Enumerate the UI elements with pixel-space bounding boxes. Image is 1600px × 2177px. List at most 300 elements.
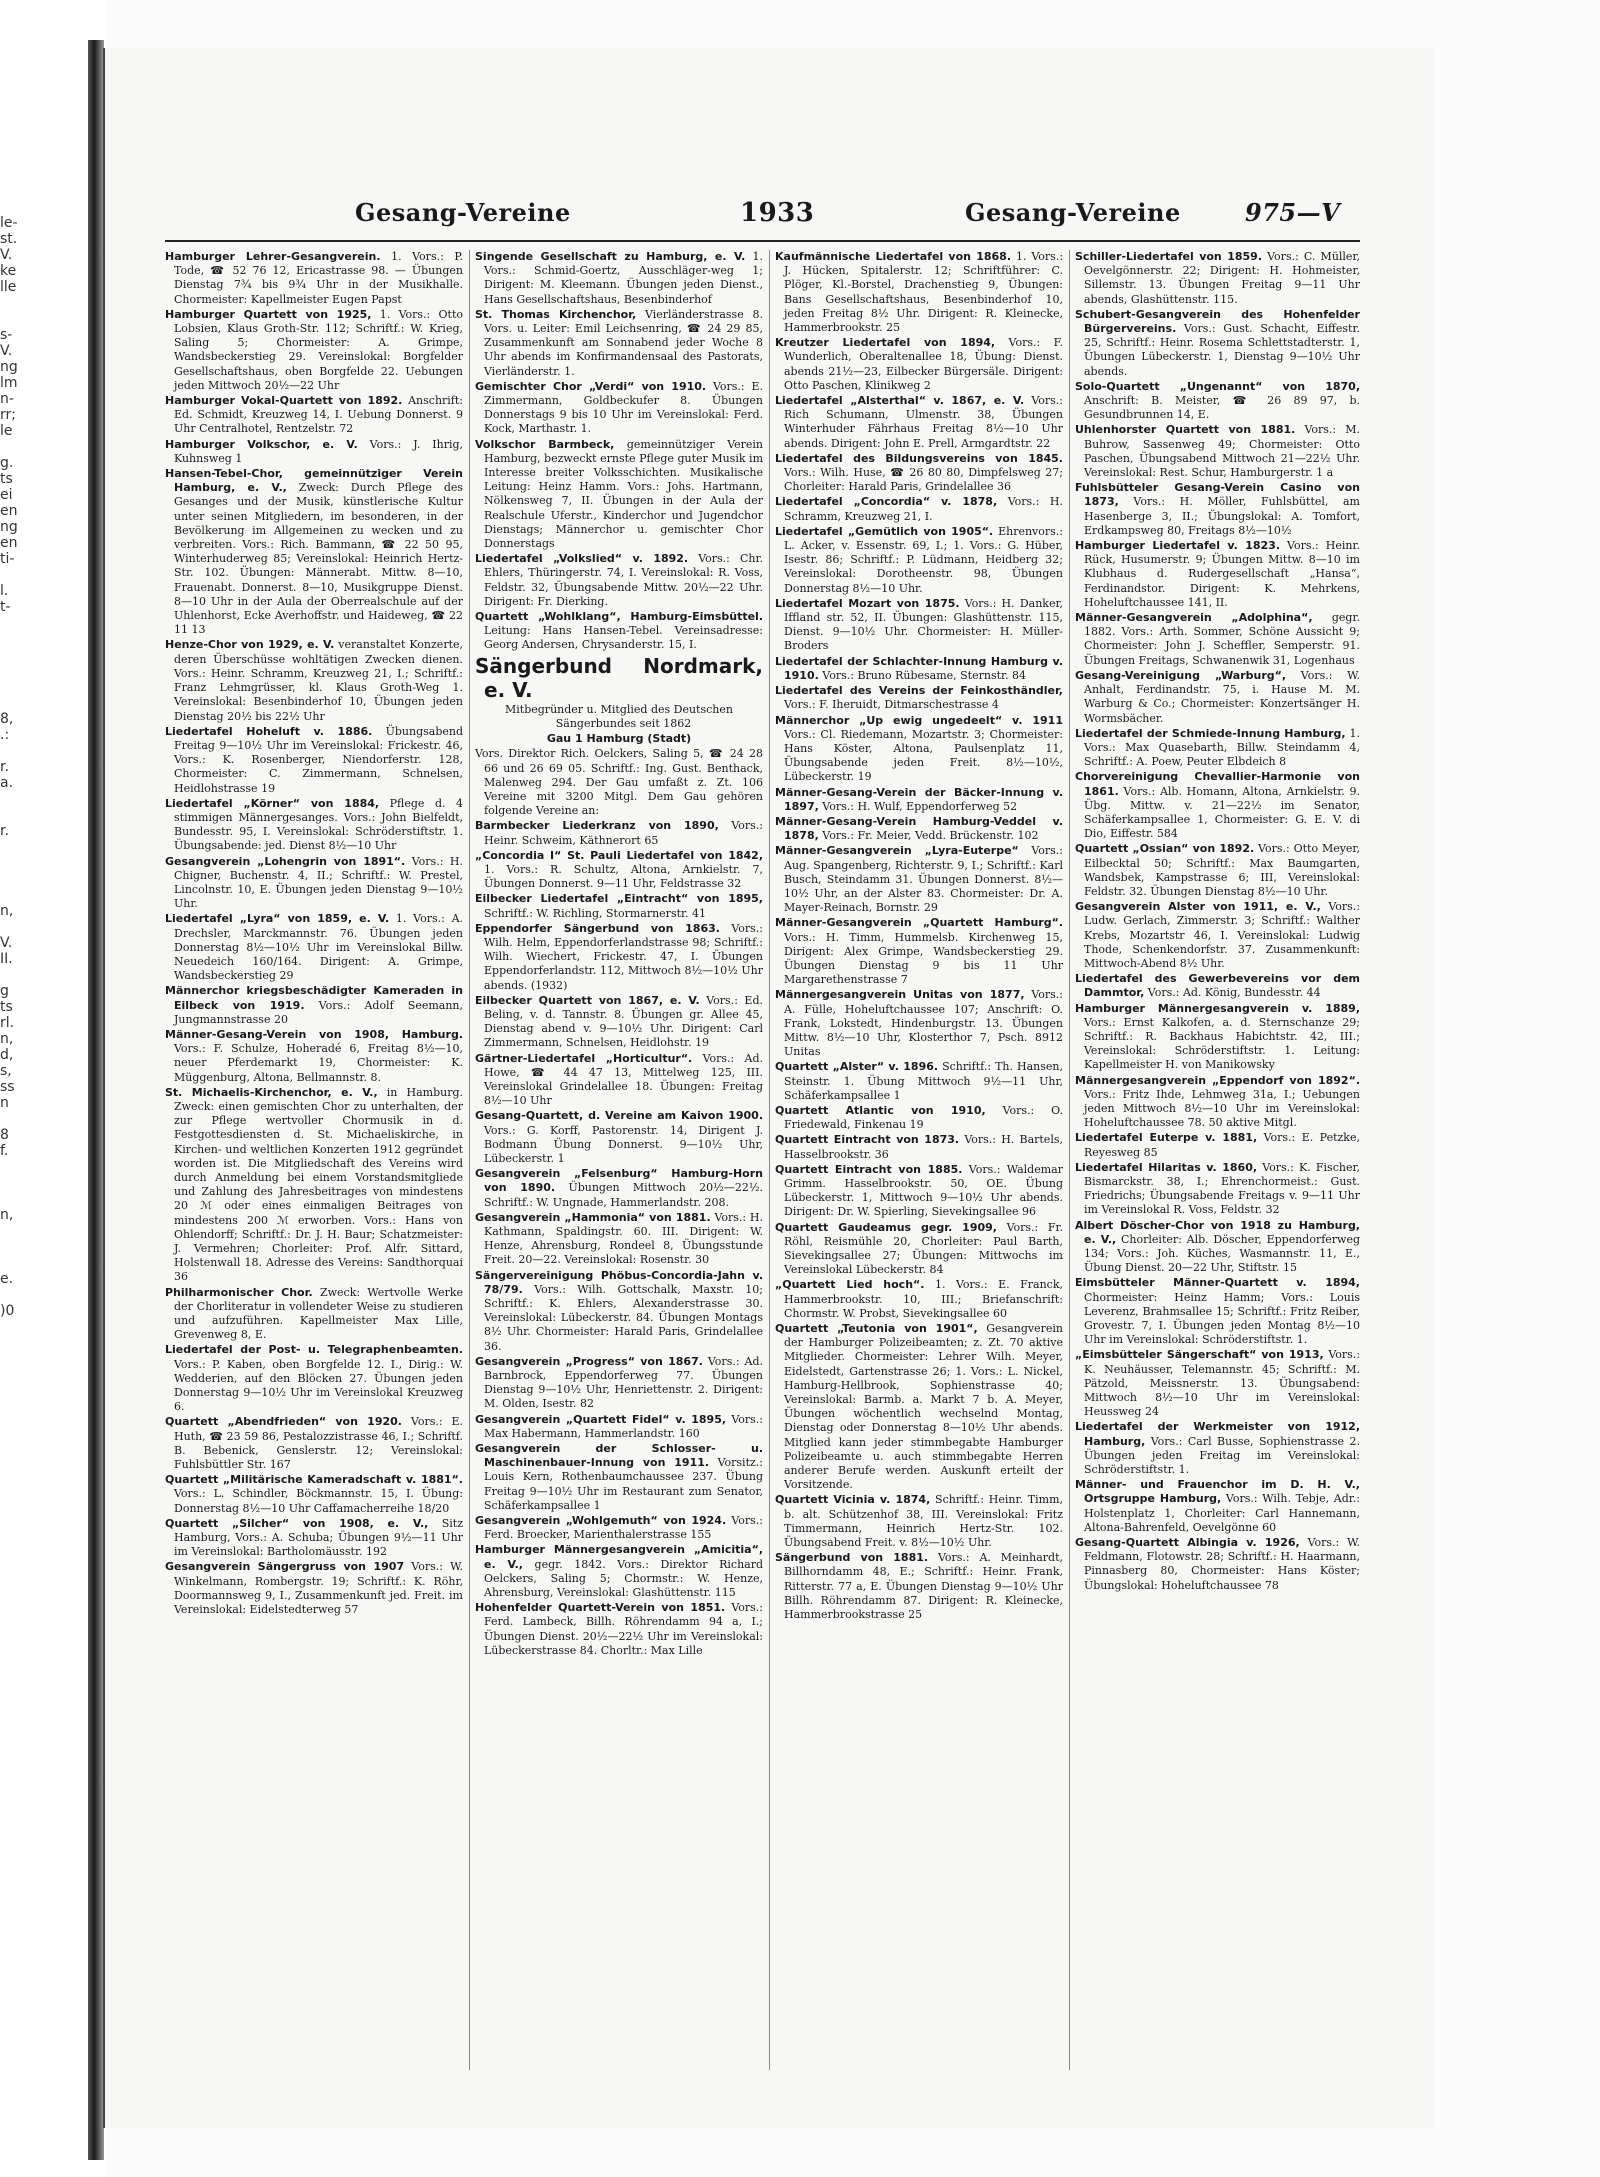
society-entry (475, 892, 763, 920)
previous-page-line (0, 743, 20, 759)
society-name: Quartett Vicinia v. 1874, (775, 1493, 931, 1507)
society-name: Gesangverein „Quartett Fidel“ v. 1895, (475, 1412, 727, 1426)
society-entry (1075, 1002, 1360, 1073)
previous-page-line (0, 887, 20, 903)
society-details: Vors.: H. Schramm, Kreuzweg 21, I. (784, 495, 1063, 523)
society-details: Vors.: H. Chigner, Buchenstr. 4, II.; Schriftf.: W. Prestel, Lincolnstr. 10, E. Übungen jeden Dienstag 9—10½ Uhr. (174, 854, 463, 911)
society-entry (775, 1551, 1063, 1622)
society-details: Vors.: J. Ihrig, Kuhnsweg 1 (174, 437, 463, 465)
previous-page-line (0, 1255, 20, 1271)
previous-page-line: e. (0, 1271, 14, 1287)
society-name: Hamburger Volkschor, e. V. (165, 437, 358, 451)
society-entry (1075, 842, 1360, 899)
society-name: Schiller-Liedertafel von 1859. (1075, 250, 1262, 263)
society-name: Gärtner-Liedertafel „Horticultur“. (475, 1051, 693, 1065)
society-details: Ehrenvors.: L. Acker, v. Essenstr. 69, I.; 1. Vors.: G. Hüber, Isestr. 86; Schriftf.: P. Lüdmann, Heidberg 32; Vereinslokal: Dorotheenstr. 98, Übungen Donnerstag 8½—10 Uhr. (784, 524, 1063, 595)
society-entry (775, 1163, 1063, 1220)
society-details: Vors.: Ernst Kalkofen, a. d. Sternschanze 29; Schriftf.: R. Backhaus Habichtstr. 42, III.; Vereinslokal: Schröderstiftstr. 1. Leitung: Kapellmeister H. von Manikowsky (1084, 1015, 1360, 1072)
society-details: Vors.: Otto Meyer, Eilbecktal 50; Schriftf.: Max Baumgarten, Wandsbek, Kampstrasse 6; III, Vereinslokal: Feldstr. 32. Übungen Dienstag 8½—10 Uhr. (1084, 842, 1360, 898)
society-entry (775, 394, 1063, 451)
society-details: Vors.: Fritz Ihde, Lehmweg 31a, I.; Uebungen jeden Mittwoch 8½—10 Uhr im Vereinslokal: Hoheluftchaussee 78. 50 aktive Mitgl. (1084, 1087, 1360, 1130)
running-title-right: Gesang-Vereine (965, 198, 1181, 227)
society-name: Barmbecker Liederkranz von 1890, (475, 819, 719, 833)
society-details: 1. Vors.: Schmid-Goertz, Ausschläger-weg 1; Dirigent: M. Kleemann. Übungen jeden Dienst., Hans Gesellschaftshaus, Besenbinderhof (484, 250, 763, 306)
society-entry (475, 1109, 763, 1166)
society-name: Gesangverein Alster von 1911, e. V., (1075, 900, 1321, 914)
society-entry (775, 250, 1063, 335)
society-name: Quartett „Militärische Kameradschaft v. 1881“. (165, 1473, 463, 1487)
society-details: Gesangverein der Hamburger Polizeibeamten; z. Zt. 70 aktive Mitglieder. Chormeister: Lehrer Wilh. Meyer, Eidelstedt, Gartenstrasse 26; 1. Vors.: L. Nickel, Hamburg-Hellbrook, Sophienstrasse 40; Vereinslokal: Barmb. a. Markt 7 b. A. Meyer, Übungen wöchentlich wechselnd Montag, Dienstag oder Donnerstag 8—10½ Uhr abends. Mitglied kann jeder stimmbegabte Hamburger Polizeibeamte u. auch stimmbegabte Herren anderer Berufe werden. Auskunft erteilt der Vorsitzende. (784, 1322, 1063, 1492)
society-details: Vors.: K. Fischer, Bismarckstr. 38, I.; Ehrenchormeist.: Gust. Friedrichs; Übungsabende Freitags v. 9—11 Uhr im Vereinslokal R. Voss, Feldstr. 32 (1084, 1160, 1360, 1217)
society-name: Gemischter Chor „Verdi“ von 1910. (475, 379, 707, 393)
society-entry (1075, 1348, 1360, 1419)
society-name: St. Michaelis-Kirchenchor, e. V., (165, 1085, 378, 1099)
society-details: gegr. 1882. Vors.: Arth. Sommer, Schöne Aussicht 9; Chormeister: John J. Scheffler, Semperstr. 91. Übungen Freitags, Schwanenwik 31, Logenhaus (1084, 611, 1360, 667)
previous-page-line: s, (0, 1063, 12, 1079)
society-name: Gesangverein „Felsenburg“ Hamburg-Horn von 1890. (475, 1167, 763, 1195)
society-name: Hohenfelder Quartett-Verein von 1851. (475, 1601, 726, 1615)
society-entry (1075, 1074, 1360, 1131)
society-name: Gesang-Quartett Albingia v. 1926, (1075, 1536, 1300, 1550)
previous-page-line: f. (0, 1143, 9, 1159)
previous-page-line: r. (0, 759, 9, 775)
society-name: Liedertafel der Schmiede-Innung Hamburg, (1075, 726, 1346, 740)
previous-page-line: .: (0, 727, 10, 743)
society-name: Eimsbütteler Männer-Quartett v. 1894, (1075, 1276, 1360, 1290)
society-name: Hansen-Tebel-Chor, gemeinnütziger Verein Hamburg, e. V., (165, 467, 463, 495)
society-details: Vors.: L. Schindler, Böckmannstr. 15, I. Übung: Donnerstag 8½—10 Uhr Caffamacherreihe 18/20 (174, 1487, 463, 1515)
previous-page-line: t- (0, 599, 11, 615)
column-divider (469, 250, 470, 2070)
previous-page-line: lm (0, 375, 18, 391)
society-name: Liedertafel Euterpe v. 1881, (1075, 1131, 1258, 1145)
society-details: Vorsitz.: Louis Kern, Rothenbaumchaussee 237. Übung Freitag 9—10½ Uhr im Restaurant zum Senator, Schäferkampsallee 1 (484, 1456, 763, 1512)
society-details: Vors.: Wilh. Tebje, Adr.: Holstenplatz 1, Chorleiter: Carl Hannemann, Altona-Bahrenfeld, Oevelgönne 60 (1084, 1492, 1360, 1534)
society-details: Vors.: Wilh. Huse, ☎ 26 80 80, Dimpfelsweg 27; Chorleiter: Harald Paris, Grindelallee 36 (784, 466, 1063, 494)
previous-page-line: n (0, 1095, 9, 1111)
society-entry (1075, 611, 1360, 668)
listing-column-3 (775, 250, 1063, 2100)
previous-page-line: ng (0, 359, 18, 375)
directory-year: 1933 (740, 198, 815, 228)
society-details: gegr. 1842. Vors.: Direktor Richard Oelckers, Saling 5; Chormstr.: W. Henze, Ahrensburg, Vereinslokal: Glashüttenstr. 115 (484, 1557, 763, 1600)
society-entry (475, 1167, 763, 1210)
column-divider (769, 250, 770, 2070)
society-entry (775, 1104, 1063, 1132)
society-details: Vors.: H. Kathmann, Spaldingstr. 60. III. Dirigent: W. Henze, Ahrensburg, Rondeel 8, Übungsstunde Freit. 20—22. Vereinslokal: Rosenstr. 30 (484, 1210, 763, 1267)
previous-page-line (0, 695, 20, 711)
society-entry (1075, 1478, 1360, 1535)
previous-page-line: V. (0, 935, 13, 951)
society-name: Quartett Eintracht von 1885. (775, 1162, 963, 1176)
previous-page-line (0, 791, 20, 807)
society-entry (165, 855, 463, 912)
society-details: Pflege d. 4 stimmigen Männergesanges. Vors.: John Bielfeldt, Bundesstr. 95, I. Vereinslokal: Schröderstiftstr. 1. Übungsabende: jed. Dienst 8½—10 Uhr (174, 796, 463, 853)
previous-page-line: en (0, 503, 18, 519)
previous-page-line (0, 679, 20, 695)
header-rule (165, 240, 1360, 242)
society-details: 1. Vors.: R. Schultz, Altona, Arnkielstr. 7, Übungen Donnerst. 9—11 Uhr, Feldstrasse 32 (484, 862, 763, 891)
previous-page-line: g (0, 983, 9, 999)
society-details: Vors.: M. Buhrow, Sassenweg 49; Chormeister: Otto Paschen, Übungsabend Mittwoch 21—22½ Uhr. Vereinslokal: Rest. Schur, Hamburgerstr. 1 a (1084, 423, 1360, 480)
previous-page-line: n, (0, 1031, 14, 1047)
society-name: Quartett „Wohlklang“, Hamburg-Eimsbüttel. (475, 610, 763, 624)
society-details: Vors.: O. Friedewald, Finkenau 19 (784, 1103, 1063, 1132)
previous-page-line: 8, (0, 711, 14, 727)
society-details: Vors.: A. Meinhardt, Billhorndamm 48, E.; Schriftf.: Heinr. Frank, Ritterstr. 77 a, E. Übungen Dienstag 9—10½ Uhr Billh. Röhrendamm 87. Dirigent: R. Kleinecke, Hammerbrookstrasse 25 (784, 1551, 1063, 1622)
society-details: Vors.: Wilh. Helm, Eppendorferlandstrasse 98; Schriftf.: Wilh. Wiechert, Frickestr. 47, I. Übungen Eppendorferlandstr. 112, Mittwoch 8½—10½ Uhr abends. (1932) (484, 921, 763, 992)
previous-page-line: g. (0, 455, 14, 471)
society-entry (165, 1560, 463, 1617)
running-title-left: Gesang-Vereine (355, 198, 571, 227)
society-details: Übungsabend Freitag 9—10½ Uhr im Vereinslokal: Frickestr. 46, Vors.: K. Rosenberger, Niendorferstr. 128, Chormeister: C. Zimmermann, Schnelsen, Heidlohstrasse 19 (174, 724, 463, 795)
listing-column-2 (475, 250, 763, 2100)
society-name: Gesangverein „Wohlgemuth“ von 1924. (475, 1514, 727, 1528)
society-name: Liedertafel des Bildungsvereins von 1845. (775, 451, 1063, 465)
previous-page-fragment (0, 215, 20, 1815)
society-entry (1075, 380, 1360, 423)
previous-page-line: en (0, 535, 18, 551)
society-details: Vors.: E. Zimmermann, Goldbeckufer 8. Übungen Donnerstags 9 bis 10 Uhr im Vereinslokal: Ferd. Kock, Marthastr. 1. (484, 379, 763, 436)
society-details: Vors.: Max Habermann, Hammerlandstr. 160 (484, 1412, 763, 1440)
society-entry (165, 394, 463, 437)
previous-page-line: le- (0, 215, 18, 231)
society-name: Männer-Gesangverein „Adolphina“, (1075, 611, 1313, 625)
previous-page-line: n- (0, 391, 14, 407)
society-name: Gesangverein „Lohengrin von 1891“. (165, 854, 406, 868)
society-details: Vors.: Ferd. Broecker, Marienthalerstrasse 155 (484, 1514, 763, 1542)
society-details: Vors.: Bruno Rübesame, Sternstr. 84 (822, 668, 1027, 682)
society-entry (475, 1442, 763, 1513)
society-details: Vors.: Alb. Homann, Altona, Arnkielstr. 9. Übg. Mittw. v. 21—22½ im Senator, Schäferkampsallee 1, Chormeister: G. E. V. di Dio, Eiffestr. 584 (1084, 784, 1360, 841)
society-entry (475, 1413, 763, 1441)
previous-page-line (0, 1335, 20, 1351)
society-details: Vors.: Carl Busse, Sophienstrasse 2. Übungen jeden Freitag im Vereinslokal: Schröderstiftstr. 1. (1084, 1434, 1360, 1477)
society-entry (775, 597, 1063, 654)
society-entry (165, 638, 463, 723)
society-entry (775, 495, 1063, 523)
society-name: Sängervereinigung Phöbus-Concordia-Jahn v. 78/79. (475, 1268, 763, 1296)
previous-page-line: lle (0, 279, 17, 295)
society-details: Vors.: H. Timm, Hummelsb. Kirchenweg 15, Dirigent: Alex Grimpe, Wandsbeckerstieg 29. Übungen Dienstag 9 bis 11 Uhr Margarethenstrasse 7 (784, 930, 1063, 987)
society-name: Männer-Gesangverein „Lyra-Euterpe“ (775, 844, 1019, 858)
society-details: 1. Vors.: P. Tode, ☎ 52 76 12, Ericastrasse 98. — Übungen Dienstag 7¾ bis 9¾ Uhr in der Musikhalle. Chormeister: Kapellmeister Eugen Papst (174, 250, 463, 306)
section-subheading: Mitbegründer u. Mitglied des Deutschen Sängerbundes seit 1862 (505, 702, 733, 730)
society-entry (775, 844, 1063, 915)
previous-page-line (0, 1223, 20, 1239)
previous-page-line (0, 1351, 20, 1367)
society-entry (775, 1133, 1063, 1161)
society-name: Liedertafel Hoheluft v. 1886. (165, 724, 373, 738)
society-entry (775, 714, 1063, 785)
society-entry (775, 1322, 1063, 1492)
society-details: Vors.: G. Korff, Pastorenstr. 14, Dirigent J. Bodmann Übung Donnerst. 9—10½ Uhr, Lübeckerstr. 1 (484, 1123, 763, 1165)
society-name: Gesangverein der Schlosser- u. Maschinenbauer-Innung von 1911. (475, 1442, 763, 1470)
previous-page-line: r. (0, 823, 9, 839)
previous-page-line (0, 1175, 20, 1191)
society-entry (1075, 1276, 1360, 1347)
society-entry (775, 1060, 1063, 1103)
society-entry (165, 797, 463, 854)
society-name: Liedertafel „Gemütlich von 1905“. (775, 524, 994, 538)
society-entry (475, 1269, 763, 1354)
society-entry (165, 1086, 463, 1285)
society-name: St. Thomas Kirchenchor, (475, 307, 637, 321)
society-name: Quartett „Ossian“ von 1892. (1075, 842, 1255, 856)
society-entry (775, 815, 1063, 843)
previous-page-line: st. (0, 231, 18, 247)
society-entry (475, 1211, 763, 1268)
society-entry (165, 308, 463, 393)
society-name: Männer-Gesang-Verein Hamburg-Veddel v. 1878, (775, 814, 1063, 843)
society-details: Vors.: W. Winkelmann, Rombergstr. 19; Schriftf.: K. Röhr, Doormannsweg 9, I., Zusammenkunft jed. Freit. im Vereinslokal: Eidelstedterweg 57 (174, 1560, 463, 1617)
society-entry (775, 1278, 1063, 1321)
society-details: Vors.: E. Huth, ☎ 23 59 86, Pestalozzistrasse 46, I.; Schriftf. B. Bebenick, Genslerstr. 12; Vereinslokal: Fuhlsbüttler Str. 167 (174, 1415, 463, 1472)
society-entry (1075, 1161, 1360, 1218)
society-name: Quartett Gaudeamus gegr. 1909, (775, 1220, 997, 1234)
society-details: 1. Vors.: Otto Lobsien, Klaus Groth-Str. 112; Schriftf.: W. Krieg, Saling 5; Chormeister: A. Grimpe, Wandsbeckerstieg 29. Vereinslokal: Borgfelder Gesellschaftshaus, oben Borgfelde 22. Uebungen jeden Mittwoch 20½—22 Uhr (174, 307, 463, 392)
society-details: Vors.: W. Feldmann, Flotowstr. 28; Schriftf.: H. Haarmann, Pinnasberg 80, Chormeister: Hans Köster; Übungslokal: Hoheluftchaussee 78 (1084, 1536, 1360, 1592)
previous-page-line (0, 663, 20, 679)
society-entry (165, 250, 463, 307)
society-name: Männer-Gesangverein „Quartett Hamburg“. (775, 916, 1063, 930)
society-name: Kaufmännische Liedertafel von 1868. (775, 250, 1012, 263)
society-details: Vors.: P. Kaben, oben Borgfelde 12. I., Dirig.: W. Wedderien, auf den Blöcken 27. Übungen jeden Donnerstag 9—10½ Uhr im Vereinslokal Kreuzweg 6. (174, 1357, 463, 1414)
society-entry (165, 1343, 463, 1414)
previous-page-line (0, 615, 20, 631)
society-details: Vors.: Ad. Howe, ☎ 44 47 13, Mittelweg 125, III. Vereinslokal Grindelallee 18. Übungen: Freitag 8½—10 Uhr (484, 1051, 763, 1108)
society-name: Männergesangverein Unitas von 1877, (775, 988, 1025, 1002)
society-details: Chorleiter: Alb. Döscher, Eppendorferweg 134; Vors.: Joh. Küches, Wasmannstr. 11, E., Übung Dienst. 20—22 Uhr, Stiftstr. 15 (1084, 1232, 1360, 1275)
previous-page-line: II. (0, 951, 13, 967)
previous-page-line (0, 967, 20, 983)
society-name: Schubert-Gesangverein des Hohenfelder Bürgervereins. (1075, 307, 1360, 336)
society-details: Vors.: W. Anhalt, Ferdinandstr. 75, i. Hause M. M. Warburg & Co.; Chormeister: Konzertsänger H. Wormsbächer. (1084, 668, 1360, 725)
society-name: Liedertafel „Volkslied“ v. 1892. (475, 552, 689, 566)
society-details: Vors.: Heinr. Schweim, Käthnerort 65 (484, 819, 763, 847)
previous-page-line: ss (0, 1079, 15, 1095)
society-entry (475, 308, 763, 379)
society-entry (165, 1517, 463, 1560)
society-name: Hamburger Liedertafel v. 1823. (1075, 539, 1281, 553)
society-name: Chorvereinigung Chevallier-Harmonie von 1861. (1075, 770, 1360, 798)
society-details: Leitung: Hans Hansen-Tebel. Vereinsadresse: Georg Andersen, Chrysanderstr. 15, I. (484, 624, 763, 652)
society-name: Quartett „Alster“ v. 1896. (775, 1060, 939, 1074)
society-entry (1075, 727, 1360, 770)
society-name: Männerchor kriegsbeschädigter Kameraden in Eilbeck von 1919. (165, 984, 463, 1012)
society-entry (775, 336, 1063, 393)
previous-page-line (0, 295, 20, 311)
society-entry (1075, 250, 1360, 307)
society-entry (475, 1052, 763, 1109)
society-name: Liedertafel „Alsterthal“ v. 1867, e. V. (775, 394, 1025, 408)
society-name: Quartett „Teutonia von 1901“, (775, 1322, 978, 1336)
society-name: Albert Döscher-Chor von 1918 zu Hamburg, e. V., (1075, 1218, 1360, 1246)
previous-page-line (0, 919, 20, 935)
society-name: Männer-Gesang-Verein von 1908, Hamburg. (165, 1027, 463, 1041)
book-spine-shadow (88, 40, 104, 2160)
society-details: Schriftf.: W. Richling, Stormarnerstr. 41 (484, 906, 707, 920)
society-details: Vors.: Fr. Röhl, Reismühle 20, Chorleiter: Paul Barth, Sievekingsallee 27; Übungen: Mittwochs im Vereinslokal Lübeckerstr. 84 (784, 1220, 1063, 1277)
society-name: Quartett „Silcher“ von 1908, e. V., (165, 1516, 429, 1530)
society-name: Gesangverein Sängergruss von 1907 (165, 1560, 405, 1574)
previous-page-line: V. (0, 343, 13, 359)
society-details: Vors.: H. Danker, Iffland str. 52, II. Übungen: Glashüttenstr. 115, Dienst. 9—10½ Uhr. Chormeister: H. Müller-Broders (784, 596, 1063, 653)
society-name: Hamburger Quartett von 1925, (165, 307, 372, 321)
previous-page-line (0, 1287, 20, 1303)
society-entry (475, 994, 763, 1051)
society-name: Eilbecker Quartett von 1867, e. V. (475, 993, 700, 1007)
section-district (475, 732, 763, 746)
previous-page-line (0, 871, 20, 887)
society-details: Vors.: H. Möller, Fuhlsbüttel, am Hasenberge 3, II.; Übungslokal: A. Tomfort, Erdkampsweg 80, Freitags 8½—10½ (1084, 495, 1360, 537)
previous-page-line: 8 (0, 1127, 9, 1143)
listing-column-4 (1075, 250, 1360, 2100)
society-name: Sängerbund von 1881. (775, 1551, 929, 1565)
society-details: Chormeister: Heinz Hamm; Vors.: Louis Leverenz, Brahmsallee 15; Schriftf.: Fritz Reiber, Grovestr. 7, I. Übungen jeden Montag 8½—10 Uhr im Vereinslokal: Schröderstiftstr. 1. (1084, 1290, 1360, 1347)
previous-page-line: ts (0, 999, 13, 1015)
society-entry (165, 725, 463, 796)
society-entry (475, 1514, 763, 1542)
society-details: Vors.: Ed. Beling, v. d. Tannstr. 8. Übungen gr. Allee 45, Dienstag abend v. 9—10½ Uhr. Dirigent: Carl Zimmermann, Schnelsen, Heidlohstr. 19 (484, 993, 763, 1050)
previous-page-line (0, 855, 20, 871)
previous-page-line (0, 1319, 20, 1335)
society-entry (1075, 1420, 1360, 1477)
society-entry (165, 1028, 463, 1085)
society-entry (775, 988, 1063, 1059)
page-number: 975—V (1245, 198, 1341, 227)
society-details: Vierländerstrasse 8. Vors. u. Leiter: Emil Leichsenring, ☎ 24 29 85, Zusammenkunft am Sonnabend jeder Woche 8 Uhr abends im Konfirmandensaal des Pastorats, Vierländerstr. 1. (484, 307, 763, 378)
society-details: Vors.: F. Schulze, Hoheradé 6, Freitag 8½—10, neuer Pferdemarkt 19, Chormeister: K. Müggenburg, Altona, Bellmannstr. 8. (174, 1042, 463, 1084)
society-details: Zweck: Durch Pflege des Gesanges und der Musik, künstlerische Kultur unter seinen Mitgliedern, im besonderen, in der Bevölkerung im Allgemeinen zu wecken und zu verbreiten. Vors.: Rich. Bammann, ☎ 22 50 95, Winterhuderweg 85; Vereinslokal: Heinrich Hertz-Str. 102. Übungen: Männerabt. Mittw. 8—10, Frauenabt. Donnerst. 8—10, Musikgruppe Dienst. 8—10 Uhr in der Aula der Oberrealschule auf der Uhlenhorst, Ecke Averhoffstr. und Haideweg, ☎ 22 11 13 (174, 481, 463, 637)
society-entry (165, 467, 463, 637)
society-details: Vors.: Chr. Ehlers, Thüringerstr. 74, I. Vereinslokal: R. Voss, Feldstr. 32, Übungsabende Mittw. 20½—22 Uhr. Dirigent: Fr. Dierking. (484, 552, 763, 608)
society-name: Liedertafel des Vereins der Feinkosthändler, (775, 684, 1063, 698)
society-entry (1075, 1219, 1360, 1276)
society-name: Liedertafel Hilaritas v. 1860, (1075, 1160, 1258, 1174)
previous-page-line: V. (0, 247, 13, 263)
previous-page-line: l. (0, 583, 9, 599)
society-entry (1075, 972, 1360, 1000)
society-entry (775, 786, 1063, 814)
society-entry (165, 438, 463, 466)
society-entry (1075, 1131, 1360, 1159)
society-entry (775, 916, 1063, 987)
section-heading: Sängerbund Nordmark, e. V. (475, 653, 763, 702)
society-details: Vors.: Waldemar Grimm. Hasselbrookstr. 50, OE. Übung Lübeckerstr. 1, Mittwoch 9—10½ Uhr abends. Dirigent: Dr. W. Spierling, Sievekingsallee 96 (784, 1162, 1063, 1219)
society-details: 1. Vors.: E. Franck, Hammerbrookstr. 10, III.; Briefanschrift: Chormstr. W. Probst, Sievekingsallee 60 (784, 1278, 1063, 1320)
society-details: Übungen Mittwoch 20½—22½. Schriftf.: W. Ungnade, Hammerlandstr. 208. (484, 1181, 763, 1209)
society-entry (475, 610, 763, 653)
society-name: Hamburger Männergesangverein v. 1889, (1075, 1001, 1360, 1015)
society-name: „Eimsbütteler Sängerschaft“ von 1913, (1075, 1348, 1324, 1362)
society-name: „Concordia I“ St. Pauli Liedertafel von 1842, (475, 848, 763, 862)
society-name: Quartett Atlantic von 1910, (775, 1103, 986, 1117)
previous-page-line: s- (0, 327, 13, 343)
society-entry (775, 684, 1063, 712)
society-name: Eppendorfer Sängerbund von 1863. (475, 921, 720, 935)
society-entry (775, 525, 1063, 596)
society-details: Anschrift: B. Meister, ☎ 26 89 97, b. Gesundbrunnen 14, E. (1084, 394, 1360, 422)
society-entry (475, 747, 763, 818)
society-name: Liedertafel „Körner“ von 1884, (165, 796, 380, 810)
listing-column-1 (165, 250, 463, 2100)
society-details: Vors.: Aug. Spangenberg, Richterstr. 9, I.; Schriftf.: Karl Busch, Steindamm 31. Übungen Donnerst. 8½—10½ Uhr, an der Alster 83. Chormeister: Dr. A. Mayer-Reinach, Bornstr. 29 (784, 844, 1063, 915)
previous-page-line: ke (0, 263, 17, 279)
society-details: Schriftf.: Heinr. Timm, b. alt. Schützenhof 38, III. Vereinslokal: Fritz Timmermann, Heinrich Hertz-Str. 102. Übungsabend Freit. v. 8½—10½ Uhr. (784, 1493, 1063, 1550)
society-entry (475, 380, 763, 437)
society-entry (475, 1543, 763, 1600)
society-name: Henze-Chor von 1929, e. V. (165, 638, 335, 652)
society-name: Gesangverein „Progress“ von 1867. (475, 1354, 703, 1368)
society-name: Männer-Gesang-Verein der Bäcker-Innung v. 1897, (775, 785, 1063, 813)
previous-page-line (0, 631, 20, 647)
society-name: Hamburger Lehrer-Gesangverein. (165, 250, 381, 263)
society-entry (1075, 481, 1360, 538)
society-details: gemeinnütziger Verein Hamburg, bezweckt ernste Pflege guter Musik im Interesse breiter Volksschichten. Musikalische Leitung: Heinz Hamm. Vors.: Johs. Hartmann, Nölkensweg 7, II. Übungen in der Aula der Realschule Uferstr., Kinderchor und Jugendchor Dienstags; Männerchor u. gemischter Chor Donnerstags (484, 437, 763, 551)
society-name: Uhlenhorster Quartett von 1881. (1075, 423, 1296, 437)
previous-page-line (0, 1159, 20, 1175)
society-entry (1075, 669, 1360, 726)
previous-page-line (0, 439, 20, 455)
society-name: Liedertafel der Werkmeister von 1912, Hamburg, (1075, 1420, 1360, 1448)
society-entry (475, 250, 763, 307)
society-name: „Quartett Lied hoch“. (775, 1278, 925, 1292)
society-name: Gesang-Quartett, d. Vereine am Kaivon 1900. (475, 1109, 763, 1123)
society-name: Quartett „Abendfrieden“ von 1920. (165, 1415, 402, 1429)
previous-page-line: a. (0, 775, 14, 791)
society-details: Vors.: Cl. Riedemann, Mozartstr. 3; Chormeister: Hans Köster, Altona, Paulsenplatz 11, Übungsabende jeden Freit. 8½—10½, Lübeckerstr. 19 (784, 727, 1063, 784)
society-entry (1075, 308, 1360, 379)
society-entry (165, 912, 463, 983)
previous-page-line: ts (0, 471, 13, 487)
society-details: Vors.: Adolf Seemann, Jungmannstrasse 20 (174, 998, 463, 1026)
society-name: Liedertafel „Lyra“ von 1859, e. V. (165, 912, 390, 926)
society-entry (165, 1415, 463, 1472)
society-entry (475, 1601, 763, 1658)
society-details: Vors.: Wilh. Gottschalk, Maxstr. 10; Schriftf.: K. Ehlers, Alexanderstrasse 30. Vereinslokal: Lübeckerstr. 84. Übungen Montags 8½ Uhr. Chormeister: Harald Paris, Grindelallee 36. (484, 1282, 763, 1353)
society-name: Singende Gesellschaft zu Hamburg, e. V. (475, 250, 746, 263)
previous-page-line: rr; (0, 407, 16, 423)
column-divider (1069, 250, 1070, 2070)
society-name: Hamburger Vokal-Quartett von 1892. (165, 394, 403, 408)
society-entry (1075, 1536, 1360, 1593)
society-name: Solo-Quartett „Ungenannt“ von 1870, (1075, 379, 1360, 393)
society-details: Vors.: Rich Schumann, Ulmenstr. 38, Übungen Winterhuder Fährhaus Freitag 8½—10 Uhr abends. Dirigent: John E. Prell, Armgardtstr. 22 (784, 394, 1063, 450)
society-details: Vors.: Ad. Barnbrock, Eppendorferweg 77. Übungen Dienstag 9—10½ Uhr, Henriettenstr. 2. Dirigent: M. Olden, Isestr. 82 (484, 1354, 763, 1411)
society-entry (475, 819, 763, 847)
society-details: Vors.: Ferd. Lambeck, Billh. Röhrendamm 94 a, I.; Übungen Dienst. 20½—22½ Uhr im Vereinslokal: Lübeckerstrasse 84. Chorltr.: Max Lille (484, 1601, 763, 1657)
society-details: Vors.: Ludw. Gerlach, Zimmerstr. 3; Schriftf.: Walther Krebs, Mozartstr 46, I. Vereinslokal: Ludwig Thode, Schenkendorfstr. 37. Zusammenkunft: Mittwoch-Abend 8½ Uhr. (1084, 900, 1360, 970)
society-details: Schriftf.: Th. Hansen, Steinstr. 1. Übung Mittwoch 9½—11 Uhr, Schäferkampsallee 1 (784, 1060, 1063, 1102)
society-name: Gesangverein „Hammonia“ von 1881. (475, 1210, 711, 1224)
previous-page-line: d, (0, 1047, 14, 1063)
society-entry (775, 655, 1063, 683)
society-entry (165, 1473, 463, 1516)
society-name: Fuhlsbütteler Gesang-Verein Casino von 1873, (1075, 481, 1360, 509)
society-details: Vors.: A. Fülle, Hoheluftchaussee 107; Anschrift: O. Frank, Lokstedt, Hindenburgstr. 13. Übungen Mittw. 8½—10 Uhr, Klosterthor 7, Psch. 8912 Unitas (784, 988, 1063, 1059)
society-entry (1075, 423, 1360, 480)
previous-page-line (0, 807, 20, 823)
society-name: Liedertafel der Post- u. Telegraphenbeamten. (165, 1343, 463, 1357)
society-details: in Hamburg. Zweck: einen gemischten Chor zu unterhalten, der zur Pflege wertvoller Chormusik in d. Festgottesdiensten d. St. Michaeliskirche, in Kirchen- und weltlichen Konzerten 1912 gegründet worden ist. Die Mitgliedschaft des Vereins wird durch Anmeldung bei einem Vorstandsmitgliede und Zahlung des Jahresbeitrages von mindestens 20 ℳ oder eines einmaligen Beitrages von mindestens 200 ℳ erworben. Vors.: Hans von Ohlendorff; Schriftf.: Dr. J. H. Baur; Schatzmeister: J. Vermehren; Chorleiter: Prof. Alfr. Sittard, Holstenwall 18. Adresse des Vereins: Sandthorquai 36 (174, 1085, 463, 1284)
society-entry (775, 1221, 1063, 1278)
society-entry (775, 1493, 1063, 1550)
society-name: Quartett Eintracht von 1873. (775, 1133, 960, 1147)
society-details: Anschrift: Ed. Schmidt, Kreuzweg 14, I. Uebung Donnerst. 9 Uhr Centralhotel, Rentzelstr. 72 (174, 394, 463, 436)
page-header (255, 198, 1355, 234)
society-details: Zweck: Wertvolle Werke der Chorliteratur in vollendeter Weise zu studieren und aufzuführen. Kapellmeister Max Lille, Grevenweg 8, E. (174, 1285, 463, 1342)
